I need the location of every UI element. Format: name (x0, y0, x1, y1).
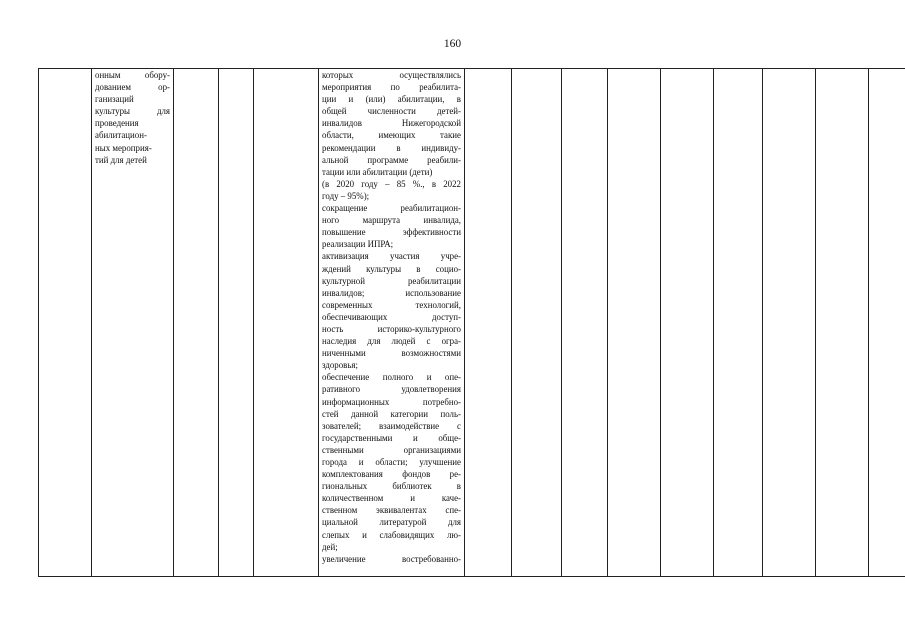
cell-text-line: комплектования фондов ре- (322, 469, 461, 480)
table-cell-col1 (39, 69, 92, 577)
cell-text-line: города и области; улучшение (322, 457, 461, 467)
table-cell-col14 (816, 69, 869, 577)
cell-text-line: слепых и слабовидящих лю- (322, 529, 461, 540)
cell-text-line: ственном эквивалентах спе- (322, 505, 461, 516)
table-cell-col2 (92, 69, 174, 577)
cell-text-line: ственными организациями (322, 444, 461, 455)
cell-text-line: ждений культуры в социо- (322, 263, 461, 274)
cell-text-line: альной программе реабили- (322, 154, 461, 165)
table-cell-col11 (661, 69, 714, 577)
document-table (38, 68, 905, 577)
cell-text-line: дованием ор- (95, 82, 170, 93)
cell-text-line: циальной литературой для (322, 517, 461, 528)
cell-text-line: тий для детей (95, 154, 147, 165)
cell-text-line: наследия для людей с огра- (322, 336, 461, 347)
cell-text-line: увеличение востребованно- (322, 553, 461, 564)
cell-text-line: которых осуществлялись (322, 70, 461, 80)
table-cell-col6 (319, 69, 465, 577)
cell-text-line: дей; (322, 541, 338, 552)
cell-text-line: количественном и каче- (322, 493, 461, 504)
cell-text-line: повышение эффективности (322, 227, 461, 238)
cell-text-line: онным обору- (95, 70, 170, 80)
cell-text-line: (в 2020 году – 85 %., в 2022 (322, 178, 461, 189)
cell-text-line: тации или абилитации (дети) (322, 166, 433, 177)
cell-text-line: ции и (или) абилитации, в (322, 94, 461, 105)
cell-text-line: ность историко-культурного (322, 323, 461, 334)
table-cell-col12 (714, 69, 763, 577)
cell-text-line: государственными и обще- (322, 432, 461, 443)
cell-text-line: гиональных библиотек в (322, 481, 461, 492)
cell-text-line: стей данной категории поль- (322, 408, 461, 419)
cell-text-line: обеспечение полного и опе- (322, 372, 461, 383)
table-cell-col4 (219, 69, 254, 577)
cell-text-line: современных технологий, (322, 299, 461, 310)
cell-text-line: инвалидов; использование (322, 287, 461, 298)
cell-text-line: ного маршрута инвалида, (322, 215, 461, 226)
table-cell-col8 (512, 69, 562, 577)
table-cell-col10 (608, 69, 661, 577)
cell-text-line: абилитацион- (95, 130, 147, 141)
table-cell-col13 (763, 69, 816, 577)
cell-text-line: культуры для (95, 106, 170, 117)
table-cell-col9 (562, 69, 608, 577)
table-row (39, 69, 905, 577)
cell-text-line: области, имеющих такие (322, 130, 461, 141)
table-cell-col15 (869, 69, 905, 577)
cell-text-line: инвалидов Нижегородской (322, 118, 461, 129)
cell-text-line: общей численности детей- (322, 106, 461, 117)
table-cell-col5 (254, 69, 319, 577)
page-number: 160 (443, 38, 462, 50)
cell-text-line: сокращение реабилитацион- (322, 203, 461, 214)
cell-text-line: проведения (95, 118, 139, 129)
cell-text-line: обеспечивающих доступ- (322, 311, 461, 322)
table-cell-col3 (174, 69, 219, 577)
cell-text-line: ративного удовлетворения (322, 384, 461, 395)
cell-text-line: ных мероприя- (95, 142, 152, 153)
cell-text-line: рекомендации в индивиду- (322, 142, 461, 153)
cell-text-line: активизация участия учре- (322, 251, 461, 262)
cell-text-line: зователей; взаимодействие с (322, 420, 461, 431)
cell-text-line: здоровья; (322, 360, 358, 371)
cell-text-line: информационных потребно- (322, 396, 461, 407)
cell-text-line: ниченными возможностями (322, 348, 461, 359)
table-cell-col7 (465, 69, 512, 577)
cell-text-line: реализации ИПРА; (322, 239, 394, 250)
cell-text-line: культурной реабилитации (322, 275, 461, 286)
cell-text-line: ганизаций (95, 94, 134, 105)
cell-text-line: году – 95%); (322, 190, 370, 201)
cell-text-line: мероприятия по реабилита- (322, 82, 461, 93)
